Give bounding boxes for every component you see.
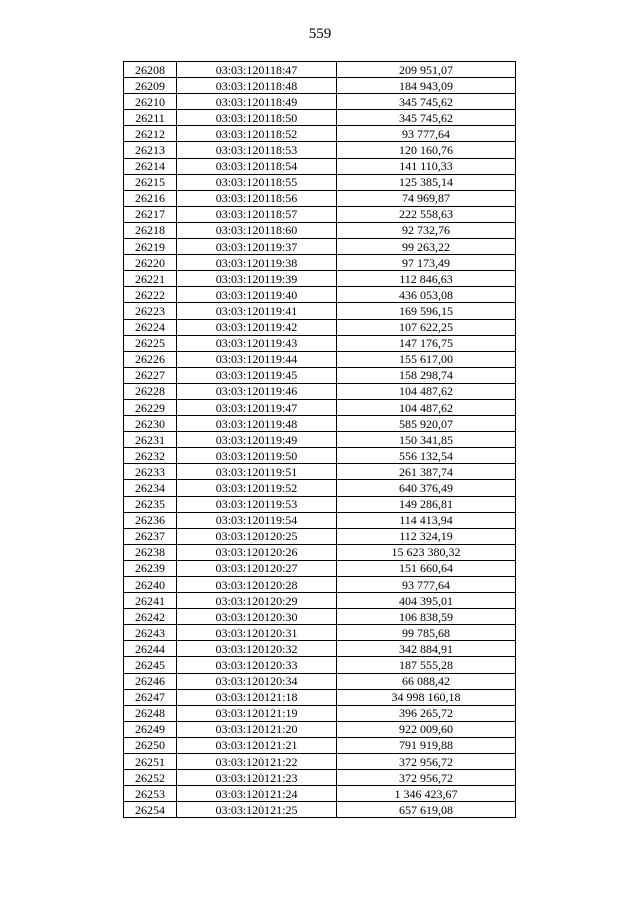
cadastral-number-cell: 03:03:120121:23 <box>177 770 337 786</box>
cadastral-number-cell: 03:03:120119:49 <box>177 432 337 448</box>
table-row <box>124 593 516 609</box>
value-cell: 1 346 423,67 <box>337 786 516 802</box>
table-row <box>124 383 516 399</box>
cadastral-number-cell: 03:03:120118:60 <box>177 222 337 238</box>
value-cell: 93 777,64 <box>337 577 516 593</box>
value-cell: 404 395,01 <box>337 593 516 609</box>
row-number-cell: 26245 <box>124 657 177 673</box>
row-number-cell: 26208 <box>124 62 177 78</box>
table-row <box>124 480 516 496</box>
value-cell: 151 660,64 <box>337 560 516 576</box>
row-number-cell: 26220 <box>124 255 177 271</box>
row-number-cell: 26242 <box>124 609 177 625</box>
row-number-cell: 26248 <box>124 705 177 721</box>
cadastral-number-cell: 03:03:120120:25 <box>177 528 337 544</box>
value-cell: 93 777,64 <box>337 126 516 142</box>
cadastral-number-cell: 03:03:120120:34 <box>177 673 337 689</box>
value-cell: 158 298,74 <box>337 367 516 383</box>
value-cell: 657 619,08 <box>337 802 516 818</box>
table-row <box>124 94 516 110</box>
row-number-cell: 26218 <box>124 222 177 238</box>
table-row <box>124 174 516 190</box>
cadastral-number-cell: 03:03:120118:49 <box>177 94 337 110</box>
row-number-cell: 26230 <box>124 416 177 432</box>
cadastral-number-cell: 03:03:120119:39 <box>177 271 337 287</box>
cadastral-number-cell: 03:03:120119:45 <box>177 367 337 383</box>
cadastral-number-cell: 03:03:120118:48 <box>177 78 337 94</box>
value-cell: 187 555,28 <box>337 657 516 673</box>
table-row <box>124 786 516 802</box>
value-cell: 436 053,08 <box>337 287 516 303</box>
value-cell: 106 838,59 <box>337 609 516 625</box>
cadastral-number-cell: 03:03:120119:44 <box>177 351 337 367</box>
row-number-cell: 26237 <box>124 528 177 544</box>
value-cell: 104 487,62 <box>337 383 516 399</box>
cadastral-number-cell: 03:03:120120:26 <box>177 544 337 560</box>
table-row <box>124 544 516 560</box>
data-table <box>123 61 516 818</box>
row-number-cell: 26217 <box>124 206 177 222</box>
row-number-cell: 26239 <box>124 560 177 576</box>
table-row <box>124 158 516 174</box>
table-row <box>124 721 516 737</box>
value-cell: 150 341,85 <box>337 432 516 448</box>
row-number-cell: 26246 <box>124 673 177 689</box>
cadastral-number-cell: 03:03:120119:51 <box>177 464 337 480</box>
value-cell: 99 263,22 <box>337 239 516 255</box>
cadastral-number-cell: 03:03:120118:50 <box>177 110 337 126</box>
table-row <box>124 190 516 206</box>
row-number-cell: 26213 <box>124 142 177 158</box>
row-number-cell: 26252 <box>124 770 177 786</box>
row-number-cell: 26212 <box>124 126 177 142</box>
cadastral-number-cell: 03:03:120119:50 <box>177 448 337 464</box>
row-number-cell: 26221 <box>124 271 177 287</box>
table-row <box>124 110 516 126</box>
row-number-cell: 26244 <box>124 641 177 657</box>
value-cell: 155 617,00 <box>337 351 516 367</box>
value-cell: 345 745,62 <box>337 94 516 110</box>
value-cell: 120 160,76 <box>337 142 516 158</box>
table-row <box>124 496 516 512</box>
table-row <box>124 239 516 255</box>
value-cell: 66 088,42 <box>337 673 516 689</box>
cadastral-number-cell: 03:03:120118:57 <box>177 206 337 222</box>
value-cell: 922 009,60 <box>337 721 516 737</box>
cadastral-number-cell: 03:03:120121:22 <box>177 754 337 770</box>
table-row <box>124 287 516 303</box>
cadastral-number-cell: 03:03:120119:42 <box>177 319 337 335</box>
table-row <box>124 206 516 222</box>
table-row <box>124 255 516 271</box>
row-number-cell: 26247 <box>124 689 177 705</box>
cadastral-number-cell: 03:03:120119:47 <box>177 399 337 415</box>
row-number-cell: 26234 <box>124 480 177 496</box>
row-number-cell: 26249 <box>124 721 177 737</box>
row-number-cell: 26240 <box>124 577 177 593</box>
table-row <box>124 560 516 576</box>
value-cell: 125 385,14 <box>337 174 516 190</box>
row-number-cell: 26216 <box>124 190 177 206</box>
table-row <box>124 577 516 593</box>
table-row <box>124 222 516 238</box>
row-number-cell: 26254 <box>124 802 177 818</box>
row-number-cell: 26243 <box>124 625 177 641</box>
cadastral-number-cell: 03:03:120119:40 <box>177 287 337 303</box>
value-cell: 342 884,91 <box>337 641 516 657</box>
cadastral-number-cell: 03:03:120119:54 <box>177 512 337 528</box>
value-cell: 112 324,19 <box>337 528 516 544</box>
value-cell: 556 132,54 <box>337 448 516 464</box>
row-number-cell: 26235 <box>124 496 177 512</box>
cadastral-number-cell: 03:03:120118:47 <box>177 62 337 78</box>
cadastral-number-cell: 03:03:120120:30 <box>177 609 337 625</box>
row-number-cell: 26241 <box>124 593 177 609</box>
value-cell: 97 173,49 <box>337 255 516 271</box>
value-cell: 74 969,87 <box>337 190 516 206</box>
cadastral-number-cell: 03:03:120119:38 <box>177 255 337 271</box>
cadastral-number-cell: 03:03:120118:55 <box>177 174 337 190</box>
table-row <box>124 78 516 94</box>
cadastral-number-cell: 03:03:120121:25 <box>177 802 337 818</box>
row-number-cell: 26233 <box>124 464 177 480</box>
value-cell: 114 413,94 <box>337 512 516 528</box>
table-row <box>124 62 516 78</box>
page-number: 559 <box>308 26 332 42</box>
cadastral-number-cell: 03:03:120120:29 <box>177 593 337 609</box>
value-cell: 222 558,63 <box>337 206 516 222</box>
cadastral-number-cell: 03:03:120121:19 <box>177 705 337 721</box>
value-cell: 261 387,74 <box>337 464 516 480</box>
table-row <box>124 705 516 721</box>
row-number-cell: 26238 <box>124 544 177 560</box>
cadastral-number-cell: 03:03:120119:46 <box>177 383 337 399</box>
row-number-cell: 26211 <box>124 110 177 126</box>
value-cell: 169 596,15 <box>337 303 516 319</box>
value-cell: 147 176,75 <box>337 335 516 351</box>
cadastral-number-cell: 03:03:120120:31 <box>177 625 337 641</box>
row-number-cell: 26223 <box>124 303 177 319</box>
value-cell: 345 745,62 <box>337 110 516 126</box>
table-row <box>124 609 516 625</box>
value-cell: 209 951,07 <box>337 62 516 78</box>
value-cell: 99 785,68 <box>337 625 516 641</box>
value-cell: 396 265,72 <box>337 705 516 721</box>
table-row <box>124 625 516 641</box>
table-row <box>124 351 516 367</box>
row-number-cell: 26225 <box>124 335 177 351</box>
table-row <box>124 512 516 528</box>
value-cell: 640 376,49 <box>337 480 516 496</box>
table-row <box>124 464 516 480</box>
table-row <box>124 319 516 335</box>
row-number-cell: 26215 <box>124 174 177 190</box>
row-number-cell: 26236 <box>124 512 177 528</box>
table-row <box>124 528 516 544</box>
cadastral-number-cell: 03:03:120118:53 <box>177 142 337 158</box>
value-cell: 372 956,72 <box>337 770 516 786</box>
row-number-cell: 26226 <box>124 351 177 367</box>
cadastral-number-cell: 03:03:120120:33 <box>177 657 337 673</box>
cadastral-number-cell: 03:03:120118:54 <box>177 158 337 174</box>
cadastral-number-cell: 03:03:120121:24 <box>177 786 337 802</box>
value-cell: 141 110,33 <box>337 158 516 174</box>
cadastral-number-cell: 03:03:120118:56 <box>177 190 337 206</box>
table-row <box>124 335 516 351</box>
table-row <box>124 399 516 415</box>
row-number-cell: 26214 <box>124 158 177 174</box>
value-cell: 107 622,25 <box>337 319 516 335</box>
row-number-cell: 26224 <box>124 319 177 335</box>
cadastral-number-cell: 03:03:120120:27 <box>177 560 337 576</box>
cadastral-number-cell: 03:03:120120:32 <box>177 641 337 657</box>
row-number-cell: 26231 <box>124 432 177 448</box>
cadastral-number-cell: 03:03:120120:28 <box>177 577 337 593</box>
value-cell: 104 487,62 <box>337 399 516 415</box>
row-number-cell: 26253 <box>124 786 177 802</box>
cadastral-number-cell: 03:03:120119:48 <box>177 416 337 432</box>
row-number-cell: 26228 <box>124 383 177 399</box>
table-row <box>124 657 516 673</box>
value-cell: 585 920,07 <box>337 416 516 432</box>
table-row <box>124 802 516 818</box>
row-number-cell: 26210 <box>124 94 177 110</box>
table-body <box>124 62 516 818</box>
table-row <box>124 754 516 770</box>
value-cell: 112 846,63 <box>337 271 516 287</box>
value-cell: 15 623 380,32 <box>337 544 516 560</box>
table-row <box>124 673 516 689</box>
value-cell: 92 732,76 <box>337 222 516 238</box>
value-cell: 184 943,09 <box>337 78 516 94</box>
row-number-cell: 26232 <box>124 448 177 464</box>
table-row <box>124 432 516 448</box>
cadastral-number-cell: 03:03:120121:18 <box>177 689 337 705</box>
row-number-cell: 26227 <box>124 367 177 383</box>
row-number-cell: 26251 <box>124 754 177 770</box>
table-row <box>124 416 516 432</box>
value-cell: 791 919,88 <box>337 737 516 753</box>
table-row <box>124 367 516 383</box>
value-cell: 372 956,72 <box>337 754 516 770</box>
cadastral-number-cell: 03:03:120119:43 <box>177 335 337 351</box>
table-row <box>124 737 516 753</box>
table-row <box>124 770 516 786</box>
row-number-cell: 26209 <box>124 78 177 94</box>
cadastral-number-cell: 03:03:120119:37 <box>177 239 337 255</box>
table-row <box>124 303 516 319</box>
cadastral-number-cell: 03:03:120121:20 <box>177 721 337 737</box>
cadastral-number-cell: 03:03:120119:41 <box>177 303 337 319</box>
value-cell: 34 998 160,18 <box>337 689 516 705</box>
cadastral-number-cell: 03:03:120118:52 <box>177 126 337 142</box>
table-row <box>124 641 516 657</box>
row-number-cell: 26250 <box>124 737 177 753</box>
table-row <box>124 126 516 142</box>
row-number-cell: 26219 <box>124 239 177 255</box>
table-row <box>124 689 516 705</box>
cadastral-number-cell: 03:03:120121:21 <box>177 737 337 753</box>
cadastral-number-cell: 03:03:120119:52 <box>177 480 337 496</box>
row-number-cell: 26222 <box>124 287 177 303</box>
value-cell: 149 286,81 <box>337 496 516 512</box>
table-row <box>124 271 516 287</box>
cadastral-number-cell: 03:03:120119:53 <box>177 496 337 512</box>
table-row <box>124 448 516 464</box>
row-number-cell: 26229 <box>124 399 177 415</box>
table-row <box>124 142 516 158</box>
